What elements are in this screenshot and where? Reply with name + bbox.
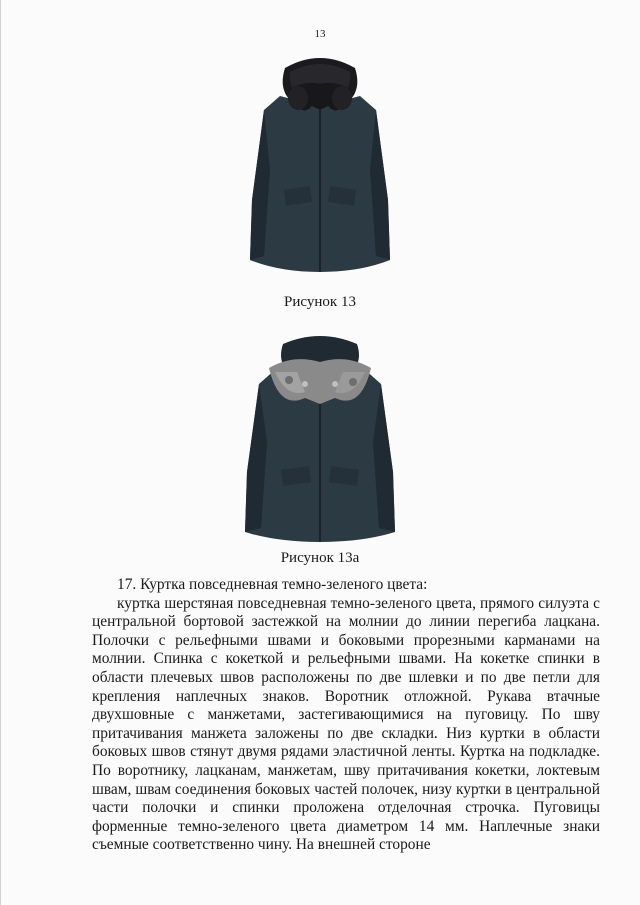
figure-13-caption: Рисунок 13 bbox=[284, 294, 356, 310]
figure-13a-caption: Рисунок 13а bbox=[280, 550, 360, 566]
page-number: 13 bbox=[314, 28, 326, 40]
figure-13a bbox=[0, 332, 640, 542]
section-17 bbox=[92, 576, 600, 855]
section-heading: 17. Куртка повседневная темно-зеленого цвета: bbox=[117, 576, 428, 593]
section-paragraph: куртка шерстяная повседневная темно-зеленого цвета, прямого силуэта с центральной бортовой застежкой на молнии до линии перегиба лацкана. Полочки с рельефными швами и боковыми прорезными карманами на молнии. Спинка с кокеткой и рельефными швами. На кокетке спинки в области плечевых швов расположены по две шлевки и по две петли для крепления наплечных знаков. Воротник отложной. Рукава втачные двухшовные с манжетами, застегивающимися на пуговицу. По шву притачивания манжета заложены по две складки. Низ куртки в области боковых швов стянут двумя рядами эластичной ленты. Куртка на подкладке. По воротнику, лацканам, манжетам, шву притачивания кокетки, локтевым швам, швам соединения боковых частей полочек, низу куртки в центральной части полочки и спинки проложена отделочная строчка. Пуговицы форменные темно-зеленого цвета диаметром 14 мм. Наплечные знаки съемные соответственно чину. На внешней стороне bbox=[92, 594, 600, 854]
figure-13 bbox=[0, 50, 640, 275]
jacket-fur-collar-image bbox=[240, 50, 400, 275]
jacket-astrakhan-collar-image bbox=[235, 332, 405, 542]
